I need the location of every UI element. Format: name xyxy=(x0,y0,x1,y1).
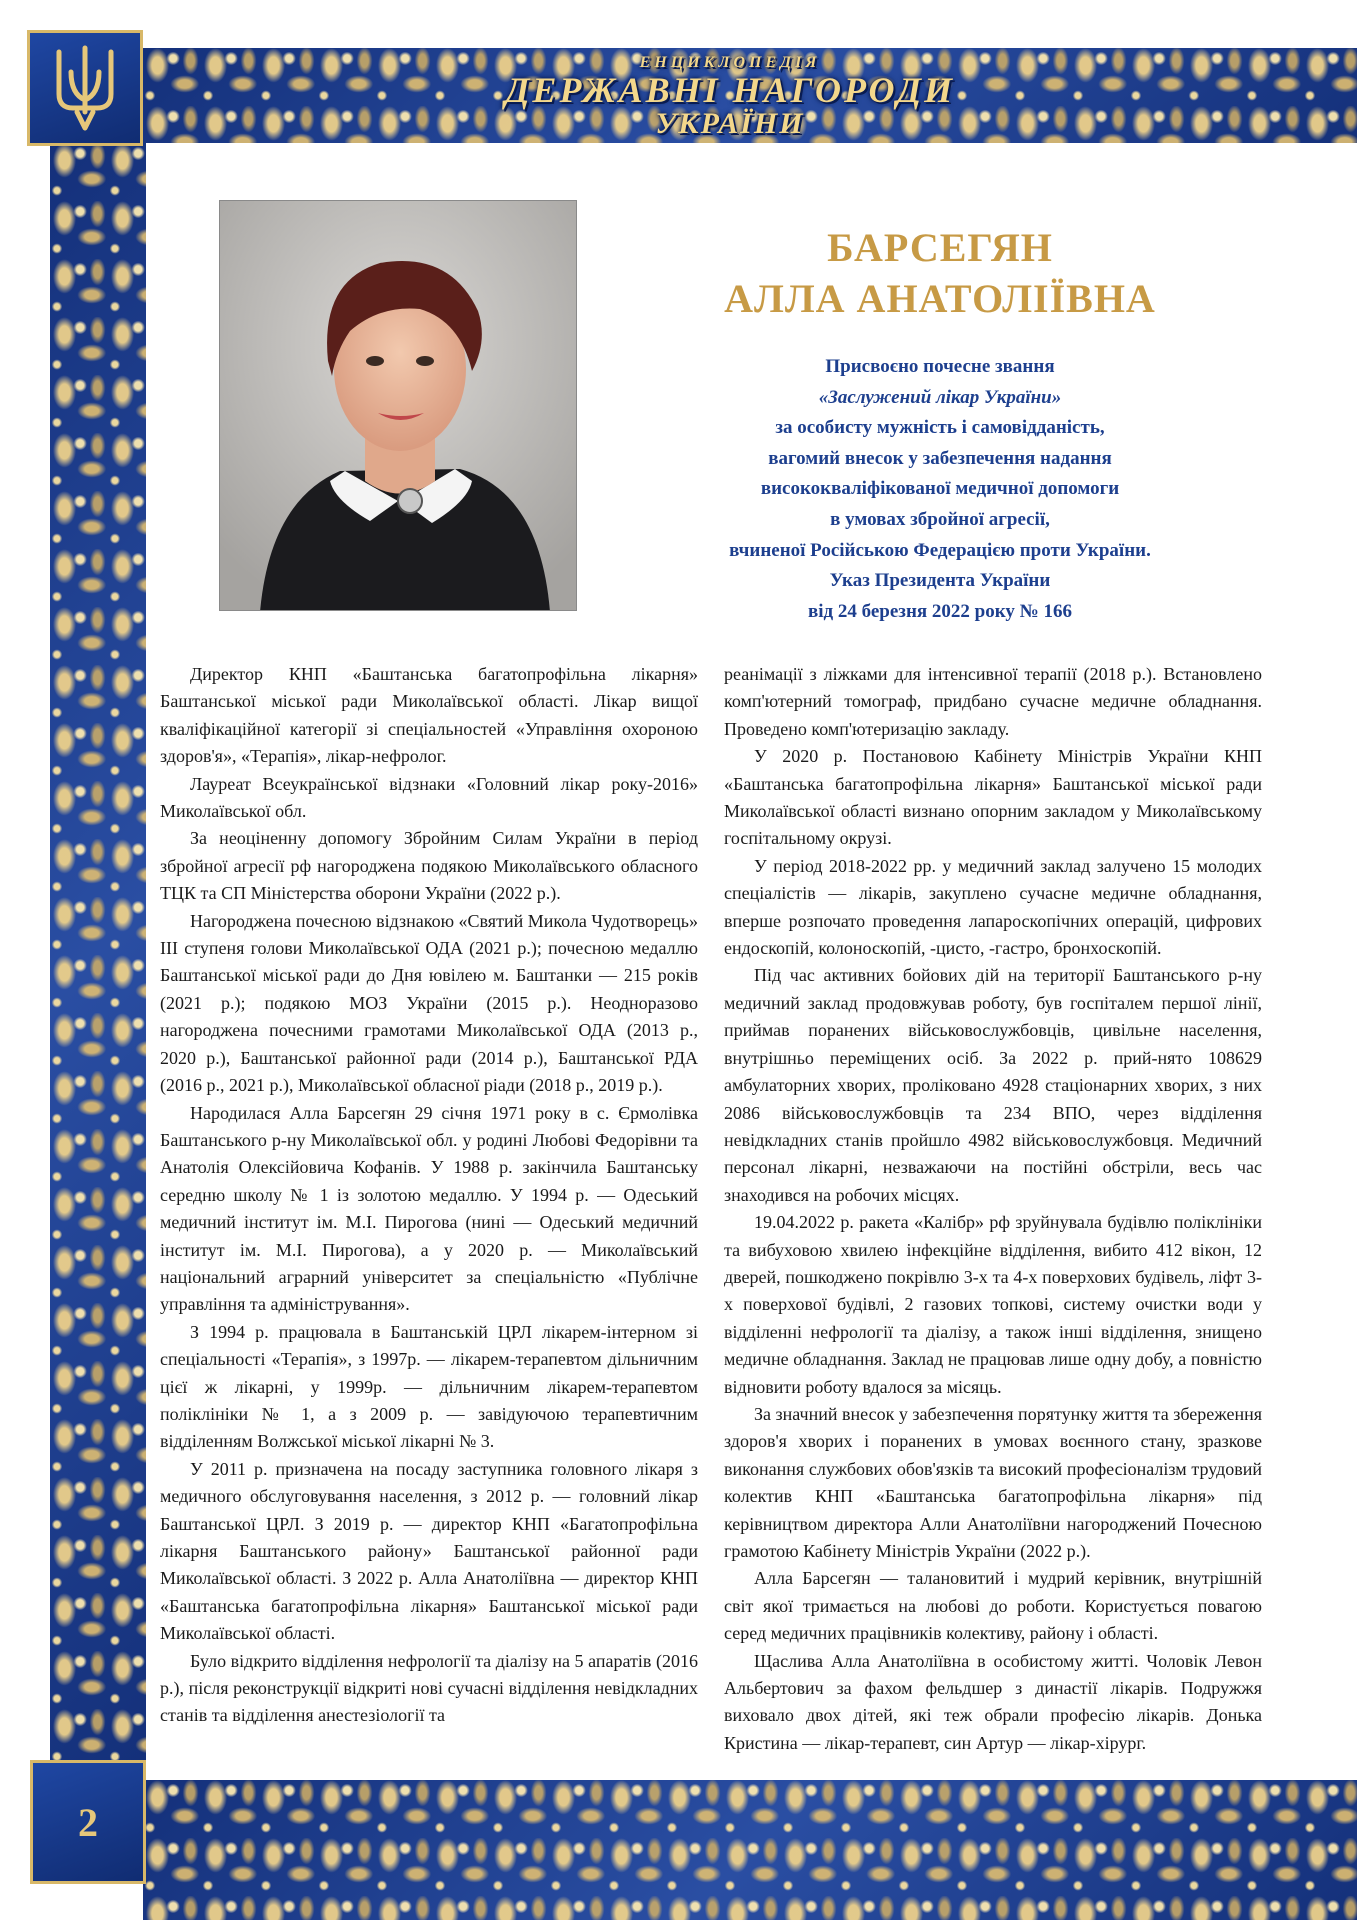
trident-icon xyxy=(49,42,121,134)
biography-column-left xyxy=(160,661,698,1730)
paragraph-continued: реанімації з ліжками для інтенсивної терапії (2018 р.). Встановлено комп'ютерний томограф, придбано сучасне медичне обладнання. Проведено комп'ютеризацію закладу. xyxy=(724,664,1262,739)
portrait-photo xyxy=(219,200,577,611)
ornament-left-border xyxy=(50,143,146,1760)
decree-line: Указ Президента України xyxy=(829,570,1051,592)
person-given-names: АЛЛА АНАТОЛІЇВНА xyxy=(724,276,1156,321)
award-line: в умовах збройної агресії, xyxy=(830,508,1050,530)
portrait-illustration xyxy=(220,201,577,611)
award-line: Присвоєно почесне звання xyxy=(825,356,1055,377)
paragraph: 19.04.2022 р. ракета «Калібр» рф зруйнувала будівлю поліклініки та вибуховою хвилею інфекційне відділення, вибито 412 вікон, 12 дверей, пошкоджено покрівлю 3-х та 4-х поверхових будівель, ліфт 3-х поверхової будівлі, 2 газових топкові, систему очистки води у відділенні нефрології та діалізу, а також інші відділення, знищено медичне обладнання. Заклад не працював лише одну добу, а повністю відновити роботу вдалося за місяць. xyxy=(724,1212,1262,1397)
award-line: висококваліфікованої медичної допомоги xyxy=(760,478,1120,500)
header-line-2: ДЕРЖАВНІ НАГОРОДИ xyxy=(504,70,956,110)
paragraph: З 1994 р. працювала в Баштанській ЦРЛ лікарем-інтерном зі спеціальності «Терапія», з 1997р. — лікарем-терапевтом дільничним цієї ж лікарні, у 1999р. — дільничним лікарем-терапевтом поліклініки № 1, а з 2009 р. — завідуючою терапевтичним відділенням Волжської міської лікарні № 3. xyxy=(160,1321,698,1452)
paragraph: Було відкрито відділення нефрології та діалізу на 5 апаратів (2016 р.), після реконструкції відкриті нові сучасні відділення невідкладних станів та відділення анестезіології та xyxy=(160,1650,698,1726)
ornament-bottom-border xyxy=(143,1780,1357,1920)
page-number: 2 xyxy=(78,1799,98,1845)
paragraph: За значний внесок у забезпечення порятунку життя та збереження здоров'я хворих і поранених в умовах воєнного стану, зразкове виконання службових обов'язків та високий професіоналізм трудовий колектив КНП «Баштанська багатопрофільна лікарня» під керівництвом директора Алли Анатоліївни нагороджений Почесною грамотою Кабінету Міністрів України (2022 р.). xyxy=(724,1403,1262,1561)
paragraph: За неоціненну допомогу Збройним Силам України в період збройної агресії рф нагороджена подякою Миколаївського обласного ТЦК та СП Міністерства оборони України (2022 р.). xyxy=(160,828,698,904)
paragraph: Лауреат Всеукраїнської відзнаки «Головний лікар року-2016» Миколаївської обл. xyxy=(160,773,698,822)
header-line-1: ЕНЦИКЛОПЕДІЯ xyxy=(639,54,821,71)
paragraph: Щаслива Алла Анатоліївна в особистому житті. Чоловік Левон Альбертович за фахом фельдшер з династії лікарів. Подружжя виховало двох дітей, які теж обрали професію лікарів. Донька Кристина — лікар-терапевт, син Артур — лікар-хірург. xyxy=(724,1650,1262,1753)
person-surname: БАРСЕГЯН xyxy=(827,225,1053,270)
trident-emblem xyxy=(27,30,143,146)
paragraph: Народилася Алла Барсегян 29 січня 1971 року в с. Єрмолівка Баштанського р-ну Миколаївської обл. у родині Любові Федорівни та Анатолія Олексійовича Кофанів. У 1988 р. закінчила Баштанську середню школу № 1 із золотою медаллю. У 1994 р. — Одеський медичний інститут ім. М.І. Пирогова (нині — Одеський медичний інститут ім. М.І. Пирогова), а у 2020 р. — Миколаївський національний аграрний університет за спеціальністю «Публічне управління та адміністрування». xyxy=(160,1102,698,1315)
paragraph: Директор КНП «Баштанська багатопрофільна лікарня» Баштанської міської ради Миколаївської області. Лікар вищої кваліфікаційної категорії зі спеціальностей «Управління охороною здоров'я», «Терапія», лікар-нефролог. xyxy=(160,664,698,767)
award-line: за особисту мужність і самовідданість, xyxy=(775,417,1105,439)
encyclopedia-header xyxy=(470,54,990,142)
paragraph: У 2020 р. Постановою Кабінету Міністрів України КНП «Баштанська багатопрофільна лікарня» Баштанської міської ради Миколаївської області визнано опорним закладом у Миколаївському госпітальному окрузі. xyxy=(724,746,1262,849)
paragraph: У 2011 р. призначена на посаду заступника головного лікаря з медичного обслуговування населення, з 2012 р. — головний лікар Баштанської ЦРЛ. З 2019 р. — директор КНП «Багатопрофільна лікарня Баштанського району» Баштанської районної ради Миколаївської області. З 2022 р. Алла Анатоліївна — директор КНП «Баштанська багатопрофільна лікарня» Баштанської міської ради Миколаївської області. xyxy=(160,1458,698,1644)
paragraph: У період 2018-2022 рр. у медичний заклад залучено 15 молодих спеціалістів — лікарів, закуплено сучасне медичне обладнання, вперше розпочато проведення лапароскопічних операцій, цифрових ендоскопій, колоноскопій, -цисто, -гастро, бронхоскопій. xyxy=(724,855,1262,959)
decree-date: від 24 березня 2022 року № 166 xyxy=(807,600,1073,622)
biography-column-right xyxy=(724,661,1262,1757)
header-line-3: УКРАЇНИ xyxy=(655,107,805,140)
award-line: вчиненої Російською Федерацією проти України. xyxy=(729,539,1151,561)
page-number-box xyxy=(30,1760,146,1884)
paragraph: Нагороджена почесною відзнакою «Святий Микола Чудотворець» ІІІ ступеня голови Миколаївської ОДА (2021 р.); почесною медаллю Баштанської міської ради до Дня ювілею м. Баштанки — 215 років (2021 р.); подякою МОЗ України (2015 р.). Неодноразово нагороджена почесними грамотами Миколаївської ОДА (2013 р., 2020 р.), Баштанської районної ради (2014 р.), Баштанської РДА (2016 р., 2021 р.), Миколаївської обласної ріади (2018 р., 2019 р.). xyxy=(160,910,698,1096)
paragraph: Алла Барсегян — талановитий і мудрий керівник, внутрішній світ якої тримається на любові до роботи. Користується повагою серед медичних працівників колективу, району і області. xyxy=(724,1568,1262,1644)
award-title: «Заслужений лікар України» xyxy=(818,386,1062,408)
award-statement xyxy=(660,352,1220,627)
person-name xyxy=(700,222,1180,324)
award-line: вагомий внесок у забезпечення надання xyxy=(768,447,1112,469)
paragraph: Під час активних бойових дій на території Баштанського р-ну медичний заклад продовжував роботу, був госпіталем першої лінії, приймав поранених військовослужбовців, цивільне населення, внутрішньо переміщених осіб. За 2022 р. прий-нято 108629 амбулаторних хворих, проліковано 4928 стаціонарних хворих, з них 2086 військовослужбовців та 234 ВПО, через відділення невідкладних станів пройшло 4982 військовослужбовця. Медичний персонал лікарні, незважаючи на постійні обстріли, весь час знаходився на робочих місцях. xyxy=(724,965,1262,1205)
